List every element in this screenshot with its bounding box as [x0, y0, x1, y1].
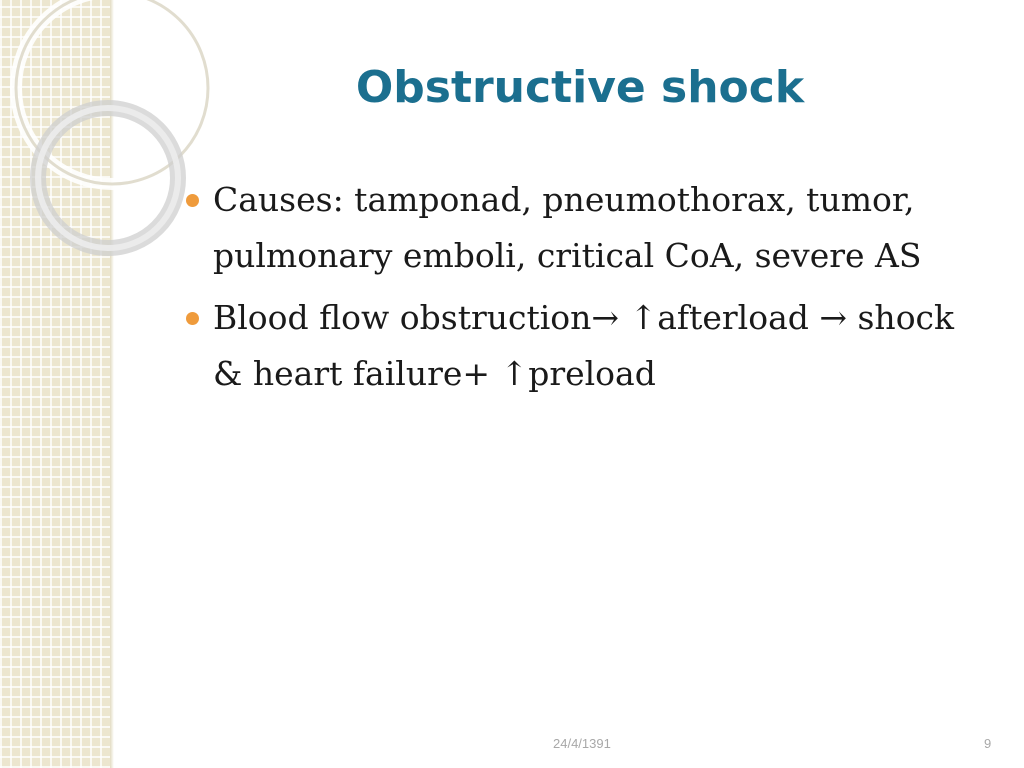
bullet-dot-icon [186, 312, 199, 325]
bullet-text-causes: Causes: tamponad, pneumothorax, tumor, pulmonary emboli, critical CoA, severe AS [213, 180, 922, 275]
bullet-dot-icon [186, 194, 199, 207]
footer-date: 24/4/1391 [553, 736, 611, 751]
bullet-item-causes [186, 172, 976, 284]
bullet-item-blood-flow [186, 290, 976, 402]
bullet-list [186, 172, 976, 408]
bullet-text-blood-flow: Blood flow obstruction→ ↑afterload → shock & heart failure+ ↑preload [213, 298, 955, 393]
page-number: 9 [984, 736, 992, 751]
slide-title: Obstructive shock [355, 62, 805, 113]
